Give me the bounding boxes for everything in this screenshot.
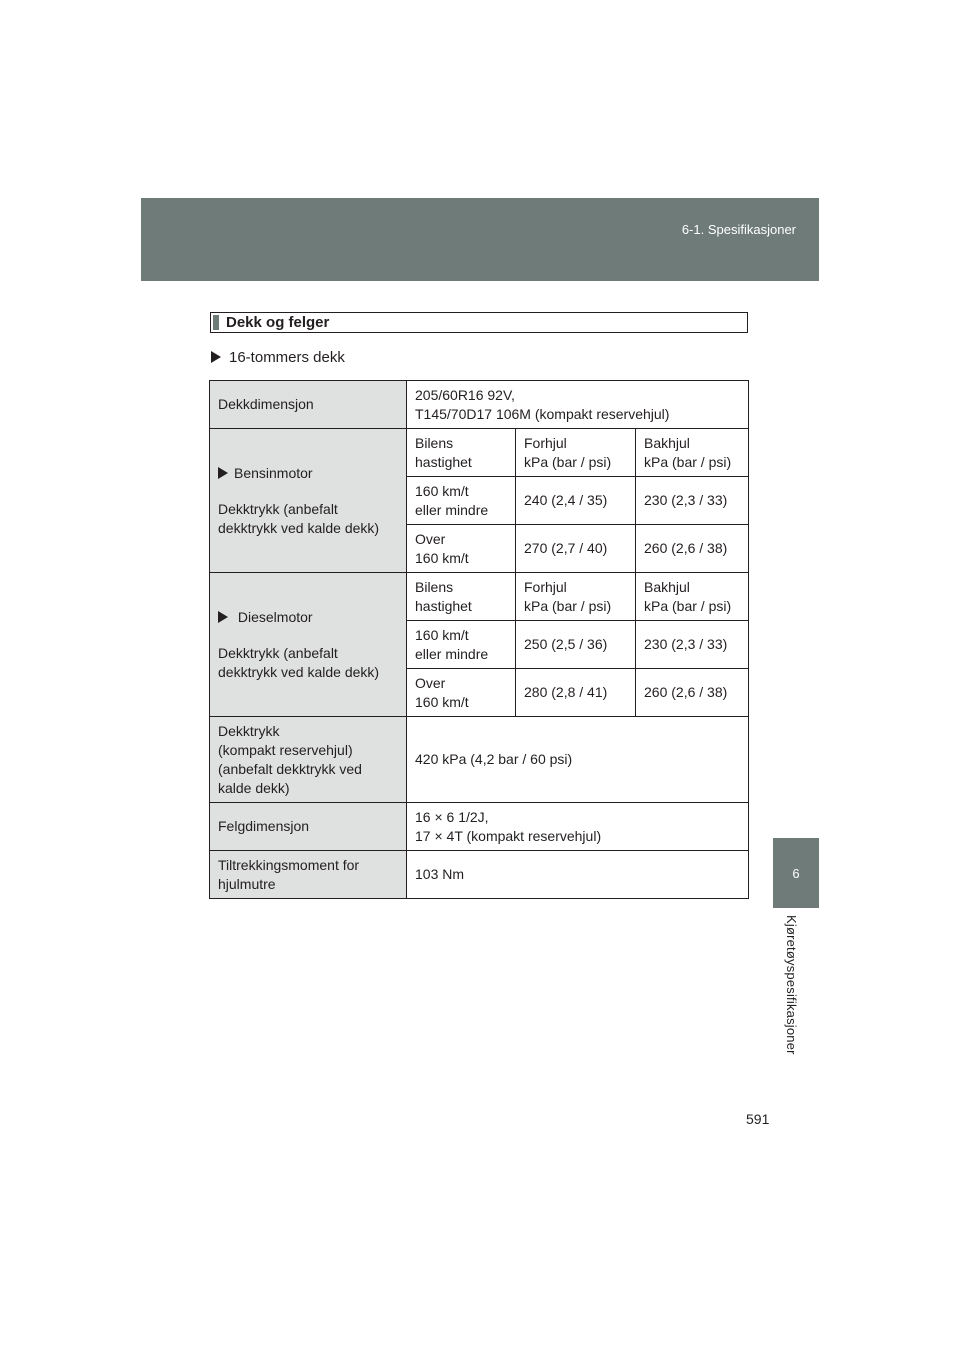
text-line: 160 km/t (415, 693, 469, 710)
diesel-label (210, 573, 407, 717)
text-line: eller mindre (415, 501, 489, 518)
text-line: kalde dekk) (218, 779, 290, 796)
sub-heading (211, 349, 345, 366)
front-pressure-cell: 240 (2,4 / 35) (516, 477, 636, 525)
text-line: Over (415, 530, 446, 547)
text-line: dekktrykk ved kalde dekk) (218, 663, 380, 680)
table-row (210, 803, 749, 851)
text-line: kPa (bar / psi) (524, 453, 612, 470)
table-row (210, 717, 749, 803)
speed-cell (407, 525, 516, 573)
table-row (210, 573, 749, 621)
rear-header (636, 573, 749, 621)
text-line: kPa (bar / psi) (524, 597, 612, 614)
rear-pressure-cell: 260 (2,6 / 38) (636, 669, 749, 717)
section-marker (213, 315, 219, 330)
text-line: hastighet (415, 597, 472, 614)
table-row (210, 429, 749, 477)
petrol-label (210, 429, 407, 573)
text-line: Dekktrykk (218, 722, 280, 739)
chapter-tab (773, 838, 819, 908)
text-line: Bilens (415, 578, 454, 595)
table-row (210, 381, 749, 429)
tire-size-label: Dekkdimensjon (210, 381, 407, 429)
text-line: Dekktrykk (anbefalt (218, 500, 338, 517)
text-line: Forhjul (524, 578, 567, 595)
spec-table (209, 380, 749, 899)
sub-heading-text: 16-tommers dekk (229, 349, 345, 366)
rear-pressure-cell: 260 (2,6 / 38) (636, 525, 749, 573)
front-header (516, 429, 636, 477)
front-pressure-cell: 270 (2,7 / 40) (516, 525, 636, 573)
section-title: Dekk og felger (226, 314, 330, 331)
text-line: kPa (bar / psi) (644, 597, 732, 614)
torque-value: 103 Nm (407, 851, 749, 899)
text-line: Bakhjul (644, 434, 690, 451)
engine-type: Bensinmotor (234, 464, 313, 481)
text-line: 17 × 4T (kompakt reservehjul) (415, 827, 602, 844)
torque-label (210, 851, 407, 899)
section-path: 6-1. Spesifikasjoner (681, 222, 796, 237)
text-line: Bakhjul (644, 578, 690, 595)
rear-pressure-cell: 230 (2,3 / 33) (636, 621, 749, 669)
text-line: Bilens (415, 434, 454, 451)
triangle-bullet-icon (218, 467, 228, 479)
text-line: kPa (bar / psi) (644, 453, 732, 470)
wheel-size-label: Felgdimensjon (210, 803, 407, 851)
text-line: hjulmutre (218, 875, 276, 892)
speed-header (407, 573, 516, 621)
rear-header (636, 429, 749, 477)
table-row (210, 851, 749, 899)
speed-cell (407, 621, 516, 669)
front-header (516, 573, 636, 621)
rear-pressure-cell: 230 (2,3 / 33) (636, 477, 749, 525)
triangle-bullet-icon (211, 351, 221, 363)
chapter-number: 6 (792, 866, 800, 881)
chapter-label: Kjøretøyspesifikasjoner (784, 915, 799, 1055)
text-line: T145/70D17 106M (kompakt reservehjul) (415, 405, 670, 422)
text-line: 160 km/t (415, 482, 469, 499)
text-line: Forhjul (524, 434, 567, 451)
text-line: 205/60R16 92V, (415, 386, 515, 403)
tire-size-value (407, 381, 749, 429)
text-line: 160 km/t (415, 626, 469, 643)
spare-pressure-value: 420 kPa (4,2 bar / 60 psi) (407, 717, 749, 803)
text-line: Over (415, 674, 446, 691)
text-line: (anbefalt dekktrykk ved (218, 760, 362, 777)
text-line: hastighet (415, 453, 472, 470)
speed-cell (407, 669, 516, 717)
spare-pressure-label (210, 717, 407, 803)
speed-cell (407, 477, 516, 525)
text-line: 160 km/t (415, 549, 469, 566)
engine-type: Dieselmotor (237, 608, 313, 625)
page-number: 591 (746, 1111, 770, 1127)
text-line: eller mindre (415, 645, 489, 662)
front-pressure-cell: 250 (2,5 / 36) (516, 621, 636, 669)
text-line: Tiltrekkingsmoment for (218, 856, 360, 873)
front-pressure-cell: 280 (2,8 / 41) (516, 669, 636, 717)
text-line: Dekktrykk (anbefalt (218, 644, 338, 661)
text-line: 16 × 6 1/2J, (415, 808, 489, 825)
chapter-header-band (141, 198, 819, 281)
section-header (210, 312, 748, 333)
speed-header (407, 429, 516, 477)
text-line: (kompakt reservehjul) (218, 741, 353, 758)
triangle-bullet-icon (218, 611, 228, 623)
wheel-size-value (407, 803, 749, 851)
text-line: dekktrykk ved kalde dekk) (218, 519, 380, 536)
